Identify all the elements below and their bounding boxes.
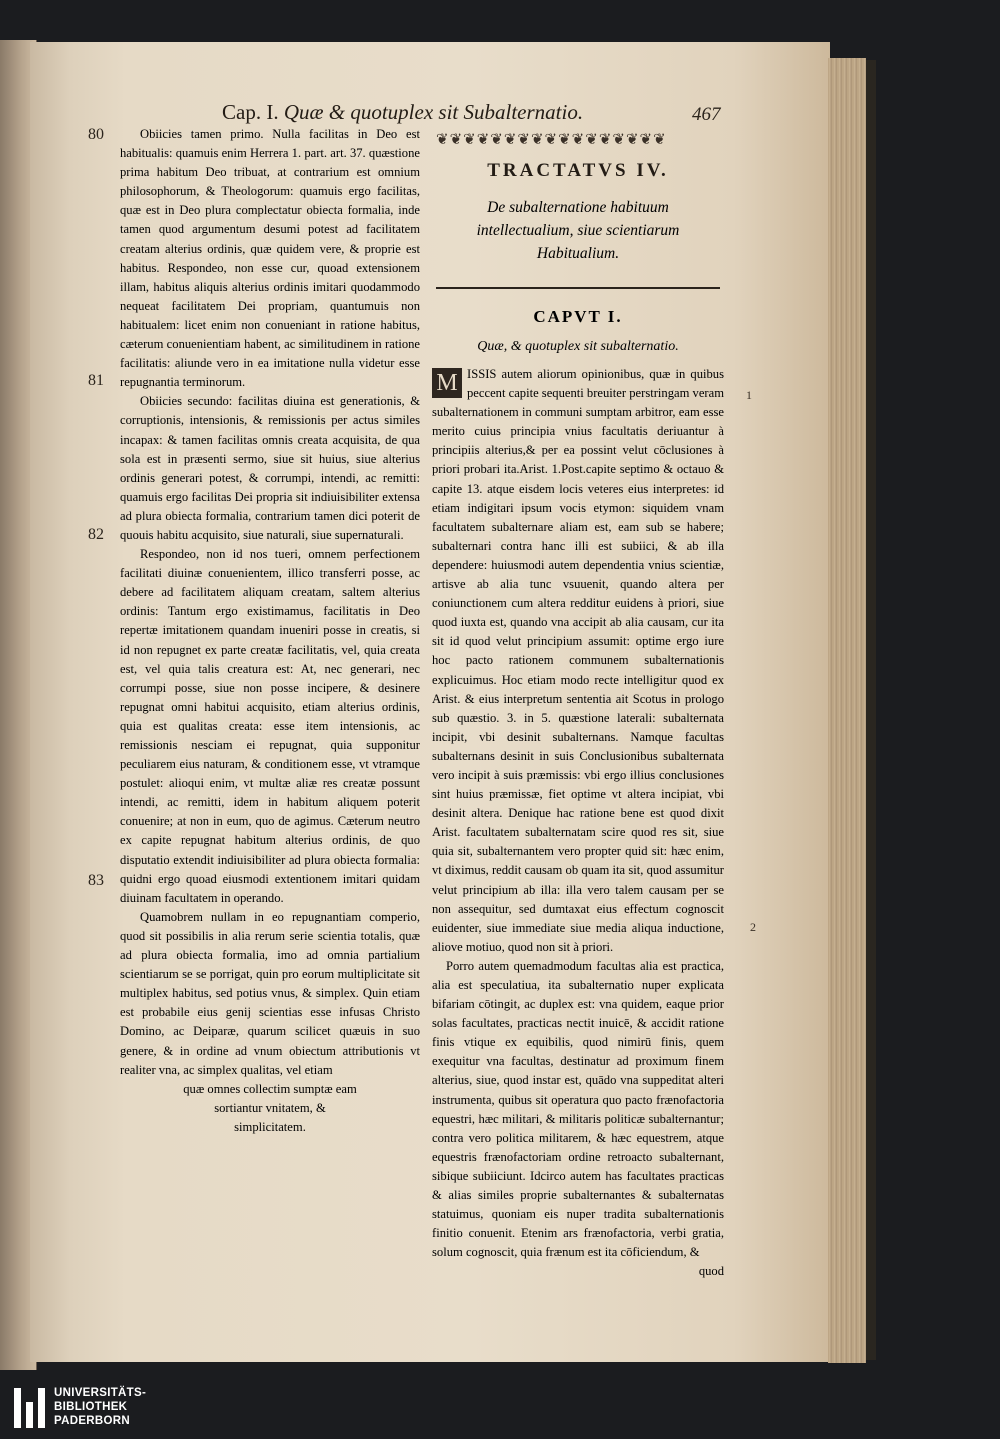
logo-line: UNIVERSITÄTS-: [54, 1387, 147, 1399]
margin-mark: 2: [750, 920, 756, 934]
page-stack-edge: [828, 58, 866, 1363]
page-number: 467: [692, 104, 721, 125]
library-logo: [14, 1386, 146, 1428]
running-head-cap: Cap. I.: [222, 100, 279, 124]
divider-rule: [436, 287, 720, 289]
margin-number: 82: [88, 526, 104, 543]
closing-line: simplicitatem.: [234, 1119, 306, 1134]
margin-number: 80: [88, 126, 104, 143]
tractatus-title: TRACTATVS IV.: [487, 160, 669, 181]
paragraph-text: ISSIS autem aliorum opinionibus, quæ in quibus peccent capite sequenti breuiter perstringam veram subalternationem in communi sumptam arbitror, eam esse merito cuius principia vnius facultatis deriuantur à principiis alterius,& per ea possint velut cōclusiones à priori probari ita.Arist. 1.Post.capite septimo & octauo & capite 13. atque eisdem locis veteres eius interpretes: id etiam indigitari ipsum vocis etymon: siquidem vnam facultatem subalternare aliam est, eam sub se habere; subalternari contra hanc illi est subiici, & ab illa dependere: huiusmodi autem dependentia vnius scientiæ, artisve ab alia tunc vsuuenit, quando altera per coniunctionem cum altera redditur euidens à priori, siue quod iuxta est, quando vna accipit ab alia causam, cur ita sit id quod velut principium assumit: optime ergo iure hoc pacto rationem communem subalternationis explicuimus. Hoc etiam modo recte intelligitur quod ex Arist. & eius interpretum sententia ait Scotus in prologo sub quæstio. 3. in 5. quæstione laterali: subalternata incipit, vbi desinit subalternans. Namque facultas subalternans desinit in suis Conclusionibus subalternata vero incipit à suis præmissis: vbi ergo illius conclusiones sint huius præmissæ, fiet optime vt altera incipiat, vbi desinit altera. Denique hac ratione bene est quod dixit Arist. facultatem subalternatam scire quod res sit, siue quia sit, subalternantem vero propter quid sit: hæc enim, vt diximus, reddit causam ob quam ita sit, quod assumitur velut principium ab illa: illa vero talem causam per se non assequitur, sed dumtaxat eius effectum cognoscit euidenter, siue immediate siue media aliqua inductione, aliove motiuo, quod non sit à priori.: [432, 367, 725, 954]
running-head-title: Quæ & quotuplex sit Subalternatio.: [283, 100, 584, 124]
paragraph: [432, 365, 724, 957]
logo-mark-icon: [14, 1388, 45, 1428]
paragraph: Obiicies secundo: facilitas diuina est generationis, & corruptionis, intensionis, & remissionis per actus similes incapax: & tamen facilitas omnis creata acquisita, de qua sola est in præsenti sermo, siue sit huius, siue alterius ordinis generari potest, & corrumpi, intendi, ac remitti: quamuis ergo facilitas Dei propria sit indiuisibiliter extensa ad plura obiecta formalia, contrarium tamen dici poterit de quouis habitu acquisito, siue naturali, siue supernaturali.: [120, 394, 420, 542]
paragraph: Quamobrem nullam in eo repugnantiam comperio, quod sit possibilis in alia rerum serie scientia totalis, quæ ad plura obiecta formalia, imo ad omnia partialium scientiarum se se porrigat, quin pro eorum multiplicitate sit multiplex habitus, sed potius vnus, & simplex. Quin etiam est probabile eius genij scientias esse infusas Christo Domino, ac Deiparæ, quarum scilicet quæuis in suo genere, & in ordine ad vnum obiectum attributionis vt realiter vna, ac simplex qualitas, vel etiam: [120, 909, 420, 1077]
right-column: [432, 160, 724, 1282]
paragraph: Porro autem quemadmodum facultas alia est practica, alia est speculatiua, ita subalternatio nuper explicata bifariam cōtingit, ac duplex est: vna quidem, eaque prior solas facultates, practicas nectit inuicē, & accidit ratione finis vtique ex equibilis, quod nimirū finis, quem exequitur vna facultas, destinatur ad proximum finem alterius, siue, quod instar est, quādo vna suppeditat alteri instrumenta, quibus sit operatura quo pacto frænofactoria equestri, hæc militari, & militaris politicæ subalternantur; contra vero politica militarem, & hæc equestrem, atque equestris frænofactoriam ordine retroacto subalternant, sibique subiiciunt. Idcirco autem has facultates practicas & alias similes proprie subalternantes & subalternatas statuimus, quoniam eis nuper tradita subalternationis finitio conuenit. Etenim ars frænofactoria, verbi gratia, solum cognoscit, quia frænum est ita cōficiendum, &: [432, 958, 724, 1260]
chapter-body: [432, 365, 724, 1282]
margin-number: 81: [88, 372, 104, 389]
logo-line: PADERBORN: [54, 1415, 130, 1427]
catchword: quod: [698, 1264, 724, 1279]
running-head: [222, 100, 583, 125]
left-column: [120, 125, 420, 1137]
tractatus-subtitle: De subalternatione habituum intellectualium, siue scientiarum Habitualium.: [476, 199, 680, 262]
paragraph: Respondeo, non id nos tueri, omnem perfectionem facilitati diuinæ conuenientem, illico transferri posse, ac debere ad facilitatem aliquam creatam, saltem alterius ordinis: Tantum ergo existimamus, facilitatis in Deo repertæ imitationem quandam inueniri posse in creatis, si id non repugnet ex parte creatæ facilitatis, vel, quia creata est, vel quia talis creatura est: At, nec generari, nec corrumpi posse, siue non posse incipere, & desinere repugnat omni habitui acquisito, etiam alterius ordinis, quia est qualitas creata: esse item intensionis, ac remissionis nesciam ei repugnat, quia supponitur peculiarem eius naturam, & conditionem esse, vt vtramque postulet: alioqui enim, vt multæ aliæ res creatæ possunt intendi, ac remitti, idem in habitum aliquem poterit conuenire; at non in eum, quo de agimus. Cæterum neutro ex capite repugnat habitum alterius ordinis, de quo disputatio extendit indiuisibiliter ad plura obiecta formalia: quidni ergo quoad eiusmodi extentionem imitari quidam diuinam facultatem in operando.: [120, 547, 420, 905]
closing-line: sortiantur vnitatem, &: [214, 1100, 326, 1115]
chapter-title: CAPVT I.: [533, 307, 623, 326]
logo-line: BIBLIOTHEK: [54, 1401, 128, 1413]
margin-number: 83: [88, 872, 104, 889]
margin-mark: 1: [746, 388, 752, 402]
page-shadow: [866, 60, 876, 1360]
drop-cap: M: [432, 368, 462, 398]
closing-line: quæ omnes collectim sumptæ eam: [183, 1081, 357, 1096]
logo-text: [54, 1386, 146, 1428]
chapter-subtitle: Quæ, & quotuplex sit subalternatio.: [477, 339, 679, 354]
paragraph: Obiicies tamen primo. Nulla facilitas in Deo est habitualis: quamuis enim Herrera 1. part. art. 37. quæstione prima habitum Deo tribuat, at contrarium est omnium philosophorum, & Theologorum: quamuis ergo facilitas, quæ est in Deo plura complectatur obiecta formalia, inde tamen quod argumentum desumi potest ad facilitatem creatam alterius ordinis, quæ quidem vere, & proprie est habitus. Respondeo, non esse cur, quoad extensionem illam, habitus aliquis alterius ordinis imitari quodammodo nequeat facilitatem Dei propriam, quantumuis non habitualem: licet enim non conueniant in ratione habitus, cæterum conuenientiam habent, ac similitudinem in ratione facilitatis: aliunde vero in ea imitatione nulla videtur esse repugnantia terminorum.: [120, 127, 420, 390]
ornament-band: ❦❦❦❦❦❦❦❦❦❦❦❦❦❦❦❦❦: [436, 130, 667, 148]
